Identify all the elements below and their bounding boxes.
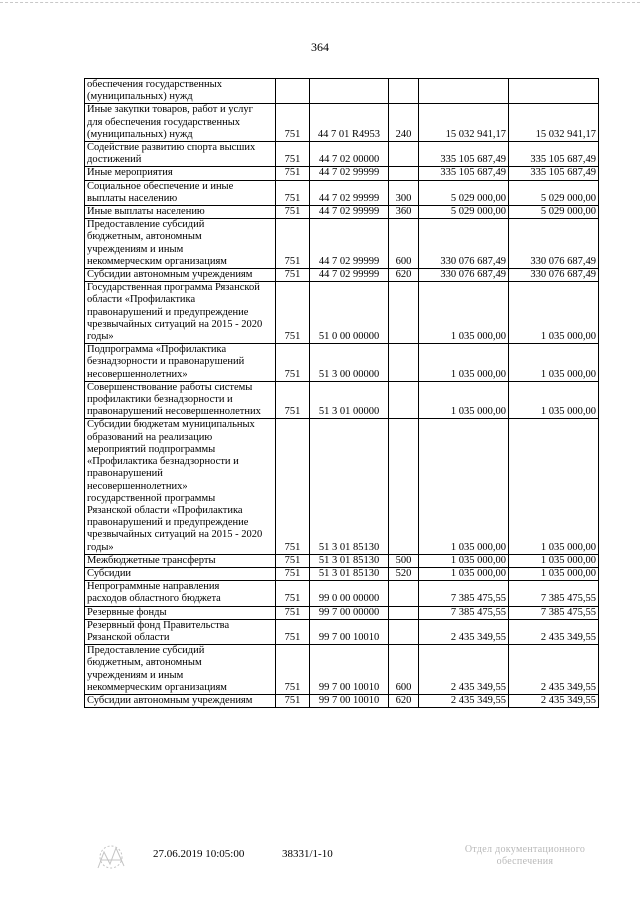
- page-number: 364: [311, 40, 329, 54]
- cell-sum-2: 335 105 687,49: [509, 167, 599, 180]
- cell-cs: 99 7 00 10010: [310, 645, 389, 695]
- cell-vr: [389, 142, 419, 167]
- cell-gr: 751: [276, 344, 310, 382]
- cell-cs: 44 7 02 99999: [310, 206, 389, 219]
- cell-sum-2: 1 035 000,00: [509, 567, 599, 580]
- cell-sum-1: 330 076 687,49: [419, 269, 509, 282]
- cell-sum-2: 335 105 687,49: [509, 142, 599, 167]
- cell-gr: 751: [276, 581, 310, 606]
- cell-cs: 51 3 00 00000: [310, 344, 389, 382]
- cell-name: обеспечения государственных (муниципальных) нужд: [85, 79, 276, 104]
- cell-name: Предоставление субсидий бюджетным, автономным учреждениям и иным некоммерческим организациям: [85, 645, 276, 695]
- cell-sum-1: 335 105 687,49: [419, 167, 509, 180]
- cell-sum-1: 2 435 349,55: [419, 694, 509, 707]
- cell-gr: 751: [276, 419, 310, 554]
- cell-cs: 99 7 00 00000: [310, 606, 389, 619]
- cell-cs: 44 7 02 99999: [310, 219, 389, 269]
- cell-sum-2: 5 029 000,00: [509, 206, 599, 219]
- footer-datetime: 27.06.2019 10:05:00: [153, 848, 245, 860]
- cell-sum-1: 1 035 000,00: [419, 282, 509, 344]
- cell-gr: 751: [276, 180, 310, 205]
- cell-sum-1: 7 385 475,55: [419, 581, 509, 606]
- watermark-line-1: Отдел документационного: [464, 844, 586, 855]
- cell-cs: 51 3 01 85130: [310, 567, 389, 580]
- cell-name: Непрограммные направления расходов областного бюджета: [85, 581, 276, 606]
- table-row: [85, 142, 599, 167]
- cell-name: Субсидии: [85, 567, 276, 580]
- cell-name: Подпрограмма «Профилактика безнадзорности и правонарушений несовершеннолетних»: [85, 344, 276, 382]
- cell-name: Социальное обеспечение и иные выплаты населению: [85, 180, 276, 205]
- cell-cs: 99 0 00 00000: [310, 581, 389, 606]
- cell-vr: [389, 282, 419, 344]
- cell-vr: 360: [389, 206, 419, 219]
- cell-name: Предоставление субсидий бюджетным, автономным учреждениям и иным некоммерческим организациям: [85, 219, 276, 269]
- registration-stamp-icon: [94, 842, 128, 872]
- cell-vr: 520: [389, 567, 419, 580]
- cell-gr: [276, 79, 310, 104]
- cell-gr: 751: [276, 619, 310, 644]
- cell-sum-2: 1 035 000,00: [509, 282, 599, 344]
- table-row: [85, 344, 599, 382]
- cell-sum-2: 1 035 000,00: [509, 344, 599, 382]
- cell-sum-1: [419, 79, 509, 104]
- cell-cs: 51 0 00 00000: [310, 282, 389, 344]
- table-row: [85, 581, 599, 606]
- table-row: [85, 180, 599, 205]
- budget-table-body: [85, 79, 599, 708]
- cell-name: Иные выплаты населению: [85, 206, 276, 219]
- cell-gr: 751: [276, 381, 310, 419]
- scan-edge-marks: [0, 2, 640, 7]
- cell-vr: 500: [389, 554, 419, 567]
- cell-sum-2: 1 035 000,00: [509, 554, 599, 567]
- cell-cs: 44 7 02 99999: [310, 167, 389, 180]
- cell-vr: 600: [389, 219, 419, 269]
- cell-sum-2: 330 076 687,49: [509, 219, 599, 269]
- cell-sum-1: 2 435 349,55: [419, 619, 509, 644]
- cell-cs: 44 7 02 00000: [310, 142, 389, 167]
- cell-vr: [389, 79, 419, 104]
- table-row: [85, 219, 599, 269]
- table-row: [85, 619, 599, 644]
- cell-name: Иные закупки товаров, работ и услуг для обеспечения государственных (муниципальных) нужд: [85, 104, 276, 142]
- budget-table: [84, 78, 599, 708]
- cell-gr: 751: [276, 606, 310, 619]
- cell-name: Содействие развитию спорта высших достижений: [85, 142, 276, 167]
- cell-cs: [310, 79, 389, 104]
- cell-sum-2: [509, 79, 599, 104]
- cell-sum-2: 330 076 687,49: [509, 269, 599, 282]
- cell-name: Государственная программа Рязанской области «Профилактика правонарушений и предупреждение чрезвычайных ситуаций на 2015 - 2020 годы»: [85, 282, 276, 344]
- watermark-line-2: обеспечения: [496, 856, 554, 867]
- cell-vr: [389, 381, 419, 419]
- cell-vr: [389, 606, 419, 619]
- cell-gr: 751: [276, 269, 310, 282]
- cell-sum-1: 1 035 000,00: [419, 567, 509, 580]
- table-row: [85, 282, 599, 344]
- cell-vr: 620: [389, 694, 419, 707]
- cell-cs: 51 3 01 85130: [310, 419, 389, 554]
- cell-sum-2: 7 385 475,55: [509, 606, 599, 619]
- cell-name: Совершенствование работы системы профилактики безнадзорности и правонарушений несовершеннолетних: [85, 381, 276, 419]
- cell-gr: 751: [276, 206, 310, 219]
- cell-name: Резервный фонд Правительства Рязанской области: [85, 619, 276, 644]
- cell-sum-1: 15 032 941,17: [419, 104, 509, 142]
- table-row: [85, 206, 599, 219]
- cell-sum-1: 7 385 475,55: [419, 606, 509, 619]
- table-row: [85, 269, 599, 282]
- cell-name: Субсидии автономным учреждениям: [85, 269, 276, 282]
- cell-cs: 99 7 00 10010: [310, 694, 389, 707]
- cell-gr: 751: [276, 554, 310, 567]
- cell-sum-1: 2 435 349,55: [419, 645, 509, 695]
- cell-cs: 44 7 02 99999: [310, 180, 389, 205]
- cell-sum-2: 1 035 000,00: [509, 381, 599, 419]
- table-row: [85, 567, 599, 580]
- cell-sum-2: 2 435 349,55: [509, 619, 599, 644]
- cell-vr: [389, 167, 419, 180]
- cell-sum-2: 2 435 349,55: [509, 645, 599, 695]
- footer-doc-number: 38331/1-10: [282, 848, 333, 860]
- table-row: [85, 606, 599, 619]
- cell-cs: 51 3 01 85130: [310, 554, 389, 567]
- page-footer: [0, 844, 640, 888]
- table-row: [85, 554, 599, 567]
- table-row: [85, 419, 599, 554]
- table-row: [85, 79, 599, 104]
- cell-cs: 99 7 00 10010: [310, 619, 389, 644]
- cell-sum-2: 2 435 349,55: [509, 694, 599, 707]
- cell-vr: [389, 344, 419, 382]
- cell-sum-1: 1 035 000,00: [419, 381, 509, 419]
- department-watermark: [440, 844, 610, 868]
- cell-cs: 44 7 02 99999: [310, 269, 389, 282]
- cell-name: Субсидии бюджетам муниципальных образований на реализацию мероприятий подпрограммы «Профилактика безнадзорности и правонарушений несовершеннолетних» государственной программы Рязанской области «Профилактика правонарушений и предупреждение чрезвычайных ситуаций на 2015 - 2020 годы»: [85, 419, 276, 554]
- cell-sum-1: 5 029 000,00: [419, 180, 509, 205]
- cell-gr: 751: [276, 219, 310, 269]
- cell-vr: 620: [389, 269, 419, 282]
- cell-vr: [389, 619, 419, 644]
- cell-cs: 51 3 01 00000: [310, 381, 389, 419]
- cell-cs: 44 7 01 R4953: [310, 104, 389, 142]
- cell-sum-2: 5 029 000,00: [509, 180, 599, 205]
- cell-sum-1: 1 035 000,00: [419, 344, 509, 382]
- cell-vr: 300: [389, 180, 419, 205]
- table-row: [85, 104, 599, 142]
- cell-gr: 751: [276, 694, 310, 707]
- cell-sum-1: 1 035 000,00: [419, 419, 509, 554]
- cell-sum-2: 15 032 941,17: [509, 104, 599, 142]
- cell-gr: 751: [276, 104, 310, 142]
- cell-gr: 751: [276, 167, 310, 180]
- cell-vr: 600: [389, 645, 419, 695]
- table-row: [85, 694, 599, 707]
- cell-sum-1: 330 076 687,49: [419, 219, 509, 269]
- cell-gr: 751: [276, 645, 310, 695]
- table-row: [85, 167, 599, 180]
- cell-sum-2: 1 035 000,00: [509, 419, 599, 554]
- cell-name: Субсидии автономным учреждениям: [85, 694, 276, 707]
- cell-sum-1: 1 035 000,00: [419, 554, 509, 567]
- cell-sum-1: 5 029 000,00: [419, 206, 509, 219]
- cell-gr: 751: [276, 282, 310, 344]
- cell-vr: 240: [389, 104, 419, 142]
- cell-gr: 751: [276, 567, 310, 580]
- cell-gr: 751: [276, 142, 310, 167]
- table-row: [85, 645, 599, 695]
- cell-sum-1: 335 105 687,49: [419, 142, 509, 167]
- cell-name: Иные мероприятия: [85, 167, 276, 180]
- cell-vr: [389, 419, 419, 554]
- table-row: [85, 381, 599, 419]
- cell-vr: [389, 581, 419, 606]
- cell-name: Резервные фонды: [85, 606, 276, 619]
- cell-name: Межбюджетные трансферты: [85, 554, 276, 567]
- cell-sum-2: 7 385 475,55: [509, 581, 599, 606]
